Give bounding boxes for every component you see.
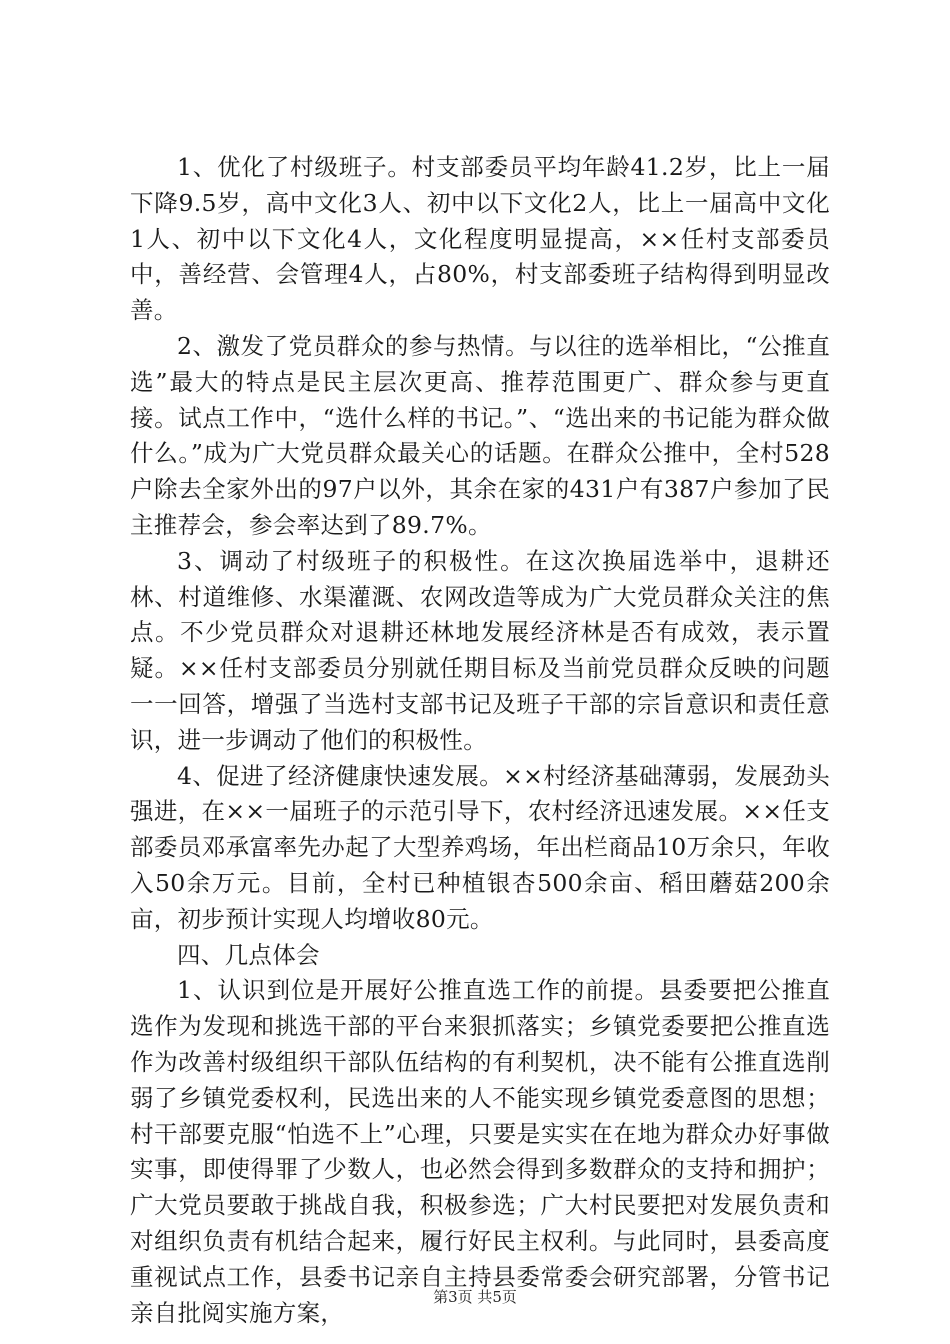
page-number: 第3页 共5页: [433, 1288, 517, 1306]
paragraph-understanding: 1、认识到位是开展好公推直选工作的前提。县委要把公推直选作为发现和挑选干部的平台来狠抓落实；乡镇党委要把公推直选作为改善村级组织干部队伍结构的有利契机，决不能有公推直选削弱了乡镇党委权利，民选出来的人不能实现乡镇党委意图的思想；村干部要克服“怕选不上”心理，只要是实实在在地为群众办好事做实事，即使得罪了少数人，也必然会得到多数群众的支持和拥护；广大党员要敢于挑战自我，积极参选；广大村民要把对发展负责和对组织负责有机结合起来，履行好民主权利。与此同时，县委高度重视试点工作，县委书记亲自主持县委常委会研究部署，分管书记亲自批阅实施方案，: [130, 976, 830, 1327]
document-body: [130, 150, 830, 1331]
paragraph-initiative: 3、调动了村级班子的积极性。在这次换届选举中，退耕还林、村道维修、水渠灌溉、农网改造等成为广大党员群众关注的焦点。不少党员群众对退耕还林地发展经济林是否有成效，表示置疑。××任村支部委员分别就任期目标及当前党员群众反映的问题一一回答，增强了当选村支部书记及班子干部的宗旨意识和责任意识，进一步调动了他们的积极性。: [130, 546, 830, 754]
paragraph-enthusiasm: 2、激发了党员群众的参与热情。与以往的选举相比，“公推直选”最大的特点是民主层次更高、推荐范围更广、群众参与更直接。试点工作中，“选什么样的书记。”、“选出来的书记能为群众做什么。”成为广大党员群众最关心的话题。在群众公推中，全村528户除去全家外出的97户以外，其余在家的431户有387户参加了民主推荐会，参会率达到了89.7%。: [130, 331, 830, 539]
paragraph-economy: 4、促进了经济健康快速发展。××村经济基础薄弱，发展劲头强进，在××一届班子的示范引导下，农村经济迅速发展。××任支部委员邓承富率先办起了大型养鸡场，年出栏商品10万余只，年收入50余万元。目前，全村已种植银杏500余亩、稻田蘑菇200余亩，初步预计实现人均增收80元。: [130, 761, 830, 933]
section-heading-experience: 四、几点体会: [177, 940, 320, 969]
paragraph-optimize-team: 1、优化了村级班子。村支部委员平均年龄41.2岁，比上一届下降9.5岁，高中文化3人、初中以下文化2人，比上一届高中文化1人、初中以下文化4人，文化程度明显提高，××任村支部委员中，善经营、会管理4人，占80%，村支部委班子结构得到明显改善。: [130, 153, 830, 325]
page-footer: [0, 1287, 950, 1307]
